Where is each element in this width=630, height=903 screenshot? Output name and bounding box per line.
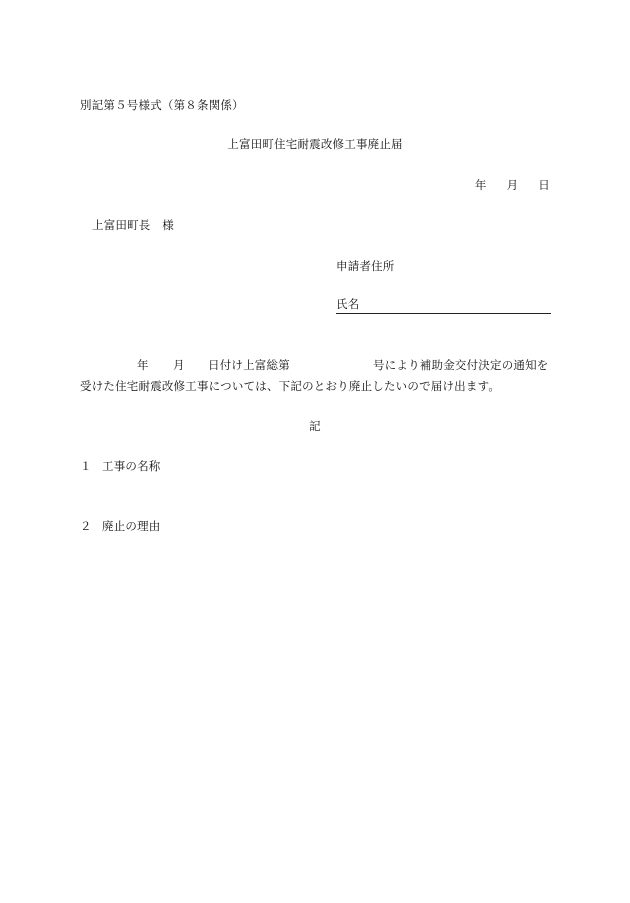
item-label: 工事の名称 (102, 459, 161, 473)
list-item (80, 458, 161, 474)
date-line (475, 177, 550, 193)
addressee: 上富田町長 様 (92, 218, 174, 232)
applicant-address-label: 申請者住所 (336, 259, 395, 273)
date-year-label: 年 (474, 178, 487, 192)
date-day-label: 日 (538, 178, 550, 192)
document-title: 上富田町住宅耐震改修工事廃止届 (227, 137, 403, 151)
item-number: ２ (80, 519, 92, 533)
ref-number-suffix: 号により補助金交付決定の通知を (373, 358, 549, 372)
item-number: １ (80, 459, 92, 473)
item-label: 廃止の理由 (102, 519, 161, 533)
body-paragraph-line-2: 受けた住宅耐震改修工事については、下記のとおり廃止したいので届け出ます。 (80, 379, 501, 393)
ki-heading: 記 (309, 419, 321, 433)
ref-month-label: 月 (173, 358, 185, 372)
applicant-name-label: 氏名 (336, 297, 360, 311)
ref-date-prefix: 日付け上富総第 (208, 358, 290, 372)
ref-year-label: 年 (137, 358, 149, 372)
list-item (80, 518, 161, 534)
form-label: 別記第５号様式（第８条関係） (80, 98, 244, 112)
applicant-name-field (336, 296, 551, 314)
date-month-label: 月 (506, 178, 519, 192)
